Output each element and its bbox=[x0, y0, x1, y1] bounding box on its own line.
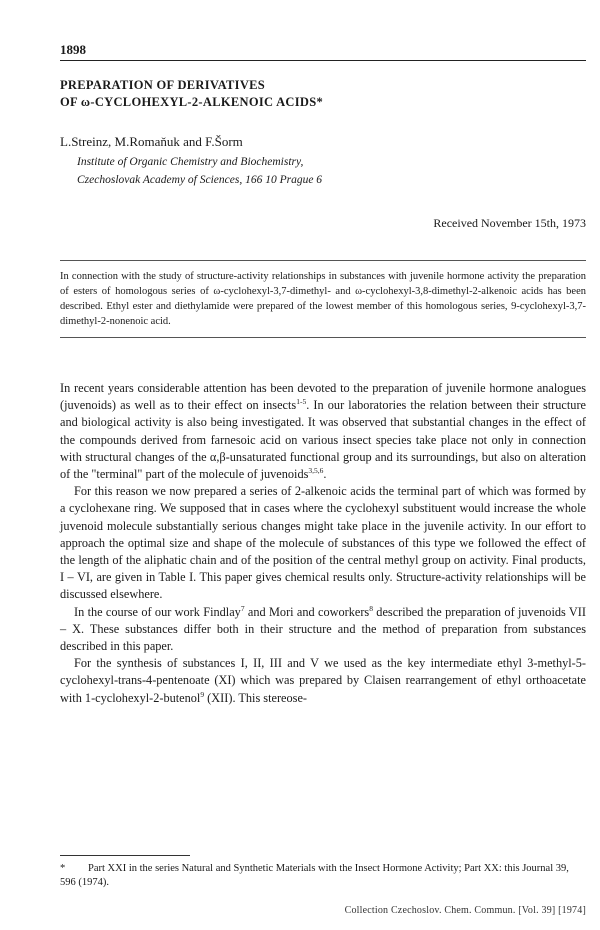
paragraph-1: In recent years considerable attention has been devoted to the preparation of juvenile hormone analogues (juvenoids) as well as to their effect on insects$^{1-5}$. In our laboratories the relation between their structure and biological activity is also being investigated. It was observed that substantial changes in the effect of the compounds derived from farnesoic acid on various insect species take place not only in connection with structural changes of the α,β-unsaturated functional group and its surroundings, but also on alteration of the "terminal" part of the molecule of juvenoids$^{3,5,6}$. bbox=[60, 381, 586, 482]
paragraph-4: For the synthesis of substances I, II, III and V we used as the key intermediate ethyl 3-methyl-5-cyclohexyl-trans-4-pentenoate (XI) which was prepared by Claisen rearrangement of ethyl orthoacetate with 1-cyclohexyl-2-butenol$^9$ (XII). This stereose- bbox=[60, 656, 586, 705]
paragraph-2: For this reason we now prepared a series of 2-alkenoic acids the terminal part of which was formed by a cyclohexane ring. We supposed that in cases where the cyclohexyl substituent would increase the whole juvenoid molecule substantially serious changes might take place in the juvenile activity. In our effort to approach the optimal size and shape of the molecule of substances of this type we followed the effect of the length of the aliphatic chain and of the position of the central methyl group on activity. Final products, I – VI, are given in Table I. This paper gives chemical results only. Structure-activity relationships will be discussed elsewhere. bbox=[60, 484, 586, 602]
citation: 3,5,6 bbox=[308, 465, 324, 475]
affiliation bbox=[77, 153, 322, 189]
footnote-rule bbox=[60, 855, 190, 856]
paragraph-3: In the course of our work Findlay$^7$ and Mori and coworkers$^8$ described the preparation of juvenoids VII – X. These substances differ both in their structure and the method of preparation from substances described in this paper. bbox=[60, 603, 586, 654]
affiliation-line-1: Institute of Organic Chemistry and Biochemistry, bbox=[77, 156, 304, 168]
page-number: 1898 bbox=[60, 42, 86, 57]
footnote-text: Part XXI in the series Natural and Synthetic Materials with the Insect Hormone Activity; Part XX: this Journal 39, 596 (1974). bbox=[60, 863, 569, 888]
footnote bbox=[60, 862, 586, 890]
header-rule bbox=[60, 60, 586, 61]
footnote-mark: * bbox=[60, 863, 66, 874]
citation: 1-5 bbox=[296, 397, 307, 407]
abstract: In connection with the study of structure-activity relationships in substances with juvenile hormone activity the preparation of esters of homologous series of ω-cyclohexyl-3,7-dimethyl- and ω-cyclohexyl-3,8-dimethyl-2-alkenoic acids has been described. Ethyl ester and diethylamide were prepared of the lowest member of this homologous series, 9-cyclohexyl-3,7-dimethyl-2-nonenoic acid. bbox=[60, 260, 586, 338]
citation: 9 bbox=[200, 689, 205, 699]
received-date: Received November 15th, 1973 bbox=[433, 216, 586, 230]
journal-footer: Collection Czechoslov. Chem. Commun. [Vol. 39] [1974] bbox=[344, 905, 586, 916]
title-line-2: OF ω-CYCLOHEXYL-2-ALKENOIC ACIDS* bbox=[60, 95, 324, 109]
affiliation-line-2: Czechoslovak Academy of Sciences, 166 10 Prague 6 bbox=[77, 174, 323, 186]
title-line-1: PREPARATION OF DERIVATIVES bbox=[60, 78, 266, 92]
article-body bbox=[60, 380, 586, 707]
citation: 7 bbox=[240, 603, 245, 613]
citation: 8 bbox=[369, 603, 373, 613]
article-title bbox=[60, 77, 540, 111]
authors: L.Streinz, M.Romaňuk and F.Šorm bbox=[60, 134, 243, 149]
